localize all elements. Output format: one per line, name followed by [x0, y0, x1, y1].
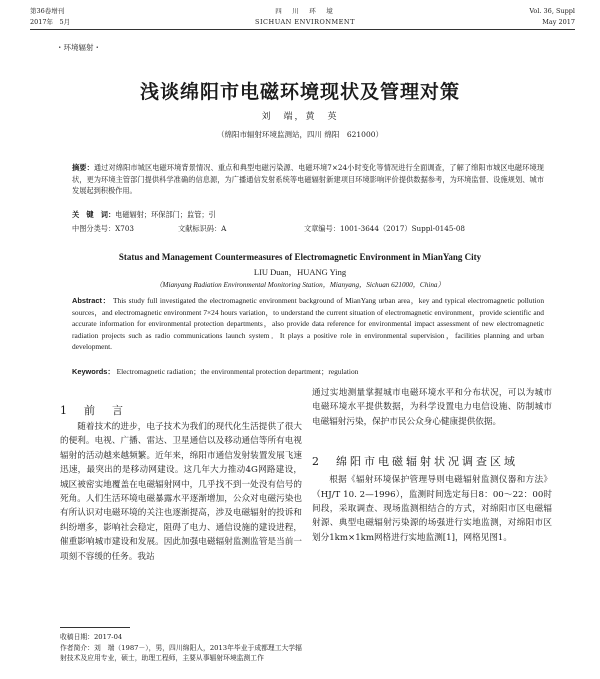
abstract-en-text: This study full investigated the electromagnetic environment background of MianYang urban area，key and typical electromagnetic pollution sources，and electromagnetic environment 7×24 hours variation，to understand the current situation of electromagnetic environment，provide scientific and accurate information for environmental protection departments，also provide data reference for environmental impact assessment of new electromagnetic radiation projects such as radio communications launch system．It plays a positive role in environmental supervision，facilities planning and urban development.	[72, 296, 545, 351]
document-code: 文献标识码：A	[178, 224, 227, 233]
header-date-en: May 2017	[542, 18, 575, 26]
abstract-en	[72, 295, 544, 353]
keywords-en-text: Electromagnetic radiation；the environmental protection department；regulation	[116, 367, 359, 376]
header-journal-cn: 四 川 环 境	[275, 7, 335, 15]
header-volume-en: Vol. 36, Suppl	[529, 7, 575, 15]
section1-heading: 1 前 言	[60, 404, 126, 417]
keywords-en-label: Keywords：	[72, 367, 115, 376]
right-column	[312, 386, 552, 545]
header-journal-en: SICHUAN ENVIRONMENT	[255, 18, 355, 26]
footnote-rule	[60, 627, 130, 628]
header-right	[529, 6, 575, 28]
abstract-cn-text: 通过对绵阳市城区电磁环境背景情况、重点和典型电磁污染源、电磁环境7×24小时变化等情况进行全面调查，了解了绵阳市城区电磁环境现状，更为环境主管部门提供科学准确的信息源，为广播通信发射系统等电磁辐射新建项目环境影响评价提供数据参考，为环境监督、设施规划、城市发展起到积极作用。	[72, 163, 544, 195]
header-left	[30, 6, 70, 28]
section1-paragraph-continued: 通过实地测量掌握城市电磁环境水平和分布状况，可以为城市电磁环境水平提供数据，为科学设置电力电信设施、防制城市电磁辐射污染，保护市民公众身心健康提供依据。	[312, 388, 552, 427]
abstract-en-label: Abstract：	[72, 296, 111, 305]
abstract-cn-label: 摘要：	[72, 163, 94, 172]
section1-paragraph: 随着技术的进步，电子技术为我们的现代化生活提供了很大的便利。电视、广播、雷达、卫星通信以及移动通信等所有电视辐射的活动越来越频繁。近年来，绵阳市通信发射装置发展飞速迅速，最突出的是移动网建设。这几年大力推动4G网路建设，城区被密实地覆盖在电磁辐射网中，几乎找不到一处没有信号的死角。人们生活环境电磁暴露水平逐渐增加，公众对电磁污染也有所认识对电磁环境的关注也逐渐提高，涉及电磁辐射的投诉和纠纷增多，影响社会稳定，阻碍了电力、通信设施的建设进程，催重影响城市建设和发展。因此加强电磁辐射监测监管是当前一项刻不容缓的任务。我站	[60, 422, 302, 562]
clc-number: 中图分类号：X703	[72, 224, 134, 233]
section-tag: ・环境辐射・	[56, 43, 101, 52]
keywords-en	[72, 366, 544, 377]
authors-en: LIU Duan，HUANG Ying	[253, 267, 347, 277]
affiliation-en: （Mianyang Radiation Environmental Monitoring Station，Mianyang，Sichuan 621000，China）	[155, 281, 445, 289]
title-en: Status and Management Countermeasures of Electromagnetic Environment in MianYang City	[118, 252, 482, 262]
running-header	[30, 6, 575, 30]
article-number: 文章编号：1001-3644（2017）Suppl-0145-08	[304, 224, 465, 233]
footnote-author-info: 作者简介：刘 端（1987－），男，四川绵阳人，2013年毕业于成都理工大学辐射技术及应用专业，硕士，助理工程师，主要从事辐射环境监测工作	[60, 644, 302, 662]
authors-cn: 刘 端，黄 英	[261, 112, 339, 122]
left-column	[60, 402, 302, 564]
affiliation-cn: （绵阳市辐射环境监测站，四川 绵阳 621000）	[216, 130, 383, 139]
keywords-cn	[72, 210, 544, 220]
header-rule	[30, 29, 575, 30]
title-cn: 浅谈绵阳市电磁环境现状及管理对策	[139, 81, 460, 103]
section2-heading: 2 绵阳市电磁辐射状况调查区域	[312, 455, 518, 469]
section2-paragraph: 根据《辐射环境保护管理导则电磁辐射监测仪器和方法》（HJ/T 10. 2—1996），监测时间选定每日8：00～22：00时间段，采取调查、现场监测相结合的方式，对绵阳市区电磁辐射源、典型电磁辐射污染源的场强进行实地监测，对绵阳市区划分1km×1km网格进行实地监测[1]，网格见图1。	[312, 475, 552, 543]
footnote-received: 收稿日期：2017-04	[60, 633, 123, 641]
keywords-cn-label: 关 键 词：	[72, 210, 116, 219]
keywords-cn-text: 电磁辐射；环保部门；监管；引	[115, 210, 216, 219]
abstract-cn	[72, 162, 544, 197]
header-center	[240, 6, 370, 28]
header-volume-cn: 第36卷增刊	[30, 7, 65, 15]
header-date-cn: 2017年 5月	[30, 18, 71, 26]
